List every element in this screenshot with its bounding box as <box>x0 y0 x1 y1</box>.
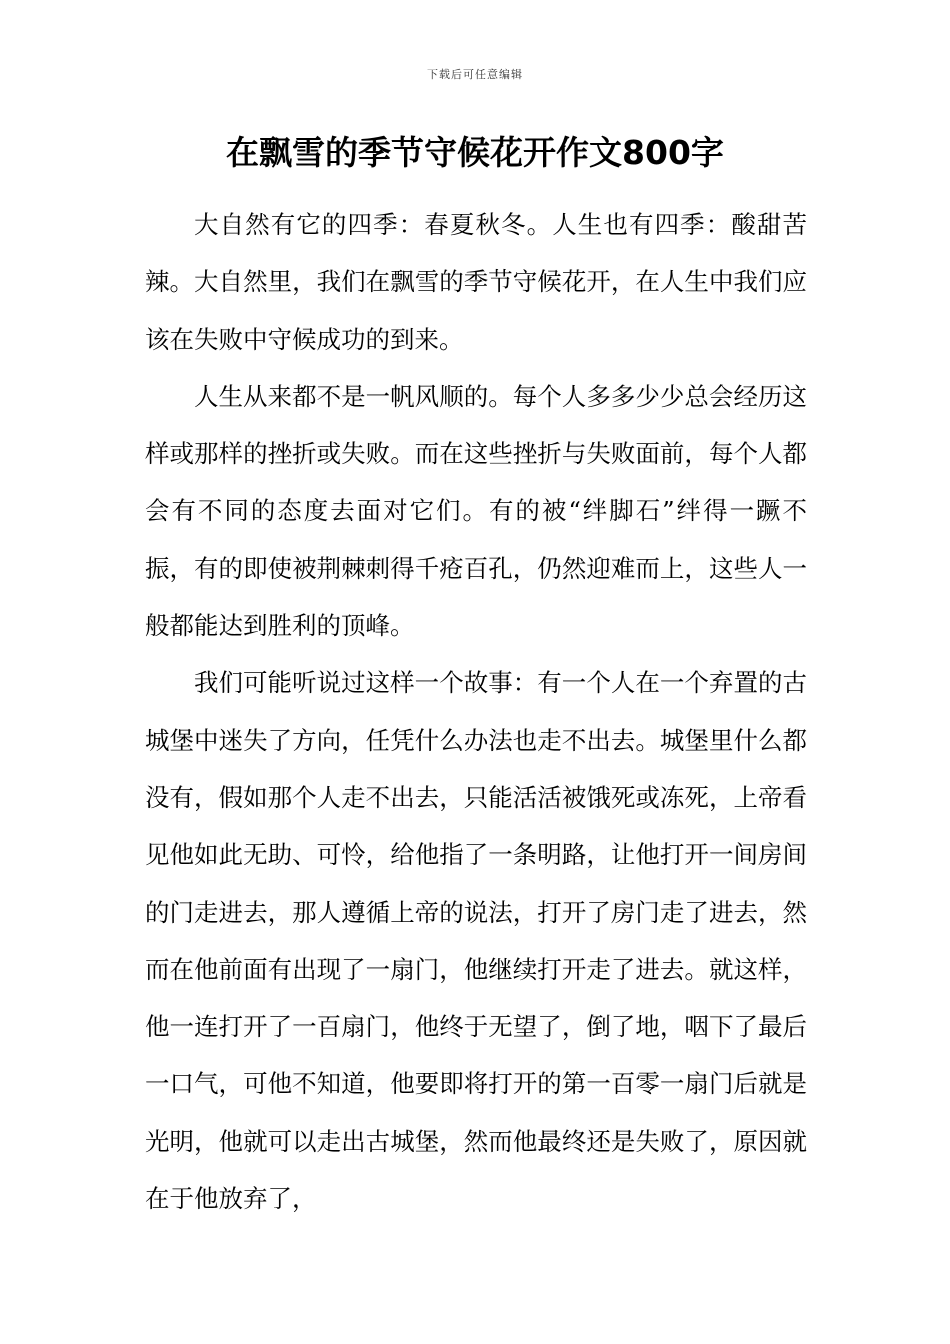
paragraph-2: 人生从来都不是一帆风顺的。每个人多多少少总会经历这样或那样的挫折或失败。而在这些挫折与失败面前，每个人都会有不同的态度去面对它们。有的被“绊脚石”绊得一蹶不振，有的即使被荆棘刺得千疮百孔，仍然迎难而上，这些人一般都能达到胜利的顶峰。 <box>145 381 807 641</box>
document-body <box>145 196 807 1227</box>
document-title: 在飘雪的季节守候花开作文800字 <box>226 133 724 172</box>
header-note: 下载后可任意编辑 <box>427 68 523 81</box>
paragraph-1: 大自然有它的四季：春夏秋冬。人生也有四季：酸甜苦辣。大自然里，我们在飘雪的季节守候花开，在人生中我们应该在失败中守候成功的到来。 <box>145 210 807 354</box>
paragraph-3: 我们可能听说过这样一个故事：有一个人在一个弃置的古城堡中迷失了方向，任凭什么办法也走不出去。城堡里什么都没有，假如那个人走不出去，只能活活被饿死或冻死，上帝看见他如此无助、可怜，给他指了一条明路，让他打开一间房间的门走进去，那人遵循上帝的说法，打开了房门走了进去，然而在他前面有出现了一扇门，他继续打开走了进去。就这样，他一连打开了一百扇门，他终于无望了，倒了地，咽下了最后一口气，可他不知道，他要即将打开的第一百零一扇门后就是光明，他就可以走出古城堡，然而他最终还是失败了，原因就在于他放弃了， <box>145 668 807 1214</box>
